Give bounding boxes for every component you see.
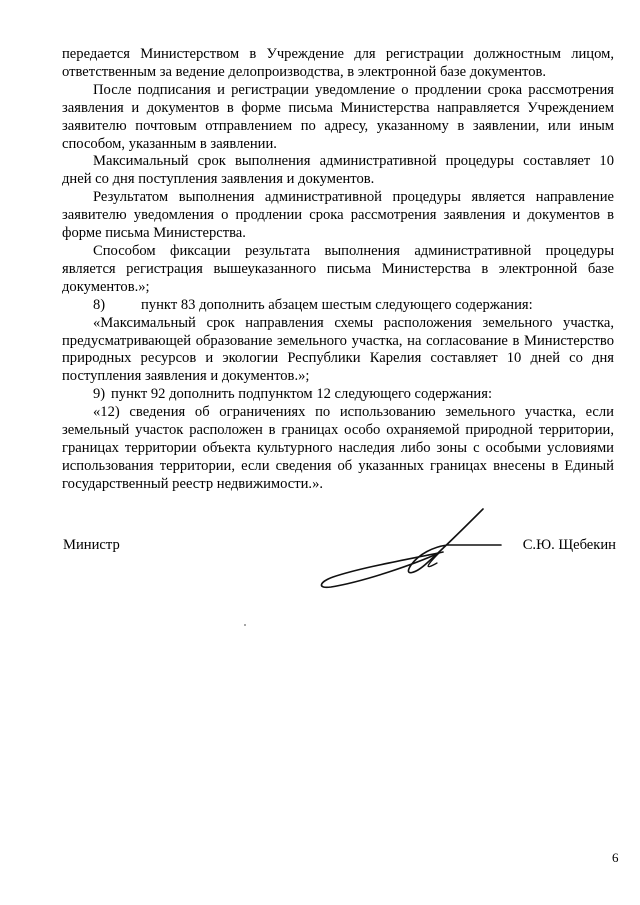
- paragraph-result: Результатом выполнения административной процедуры является направление заявителю уведомления о продлении срока рассмотрения заявления и документов в форме письма Министерства.: [62, 189, 614, 242]
- list-item-8-text: пункт 83 дополнить абзацем шестым следующего содержания:: [141, 296, 533, 313]
- paragraph-notification-sending: После подписания и регистрации уведомление о продлении срока рассмотрения заявления и документов в форме письма Министерства направляется Учреждением заявителю почтовым отправлением по адресу, указанному в заявлении, или иным способом, указанным в заявлении.: [62, 81, 614, 152]
- signatory-position: Министр: [63, 537, 120, 553]
- paragraph-subitem-12: «12) сведения об ограничениях по использованию земельного участка, если земельный участок расположен в границах особо охраняемой природной территории, границах территории объекта культурного наследия либо зоны с особыми условиями использования территории, если сведения об указанных границах внесены в Единый государственный реестр недвижимости.».: [62, 404, 614, 492]
- paragraph-continuation: передается Министерством в Учреждение для регистрации должностным лицом, ответственным за ведение делопроизводства, в электронной базе документов.: [62, 46, 614, 80]
- handwritten-signature: [315, 505, 510, 595]
- paragraph-max-period: Максимальный срок выполнения административной процедуры составляет 10 дней со дня поступления заявления и документов.: [62, 153, 614, 188]
- paragraph-fixation-method: Способом фиксации результата выполнения административной процедуры является регистрация вышеуказанного письма Министерства в электронной базе документов.»;: [62, 242, 614, 295]
- page-number: 6: [612, 850, 619, 865]
- list-item-9-number: 9): [93, 386, 106, 403]
- list-item-9-text: пункт 92 дополнить подпунктом 12 следующего содержания:: [111, 386, 493, 403]
- document-body: [62, 46, 614, 494]
- scan-speck: [244, 624, 246, 626]
- signatory-name: С.Ю. Щебекин: [522, 537, 616, 553]
- list-item-8-number: 8): [93, 296, 106, 313]
- list-item-8: [62, 297, 614, 315]
- paragraph-scheme-period: «Максимальный срок направления схемы расположения земельного участка, предусматривающей образование земельного участка, на согласование в Министерство природных ресурсов и экологии Республики Карелия составляет 10 дней со дня поступления заявления и документов.»;: [62, 314, 614, 385]
- list-item-9: [62, 386, 614, 404]
